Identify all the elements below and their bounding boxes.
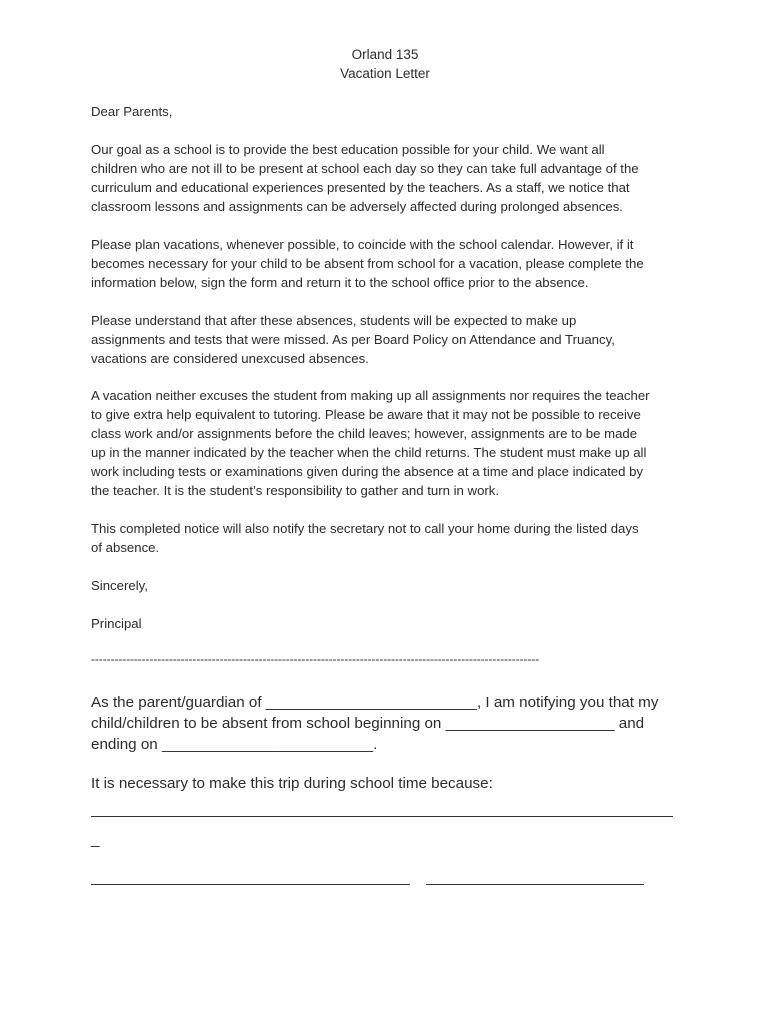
paragraph-line: becomes necessary for your child to be absent from school for a vacation, please complete the <box>91 256 644 272</box>
paragraph-line: up in the manner indicated by the teacher when the child returns. The student must make up all <box>91 445 647 461</box>
paragraph-line: A vacation neither excuses the student from making up all assignments nor requires the teacher <box>91 388 650 403</box>
paragraph-line: to give extra help equivalent to tutoring. Please be aware that it may not be possible to receive <box>91 407 641 423</box>
closing: Sincerely, <box>91 578 148 593</box>
paragraph-line: curriculum and educational experiences presented by the teachers. As a staff, we notice that <box>91 180 630 196</box>
paragraph-line: work including tests or examinations given during the absence at a time and place indicated by <box>91 464 644 480</box>
paragraph-unexcused <box>91 311 691 368</box>
date-line[interactable] <box>426 884 644 885</box>
paragraph-line: of absence. <box>91 540 160 556</box>
paragraph-line: information below, sign the form and return it to the school office prior to the absence. <box>91 275 589 291</box>
form-line-absence-end[interactable]: ending on _________________________. <box>91 736 378 753</box>
paragraph-plan-vacations <box>91 235 691 292</box>
paragraph-line: children who are not ill to be present at school each day so they can take full advantage of the <box>91 161 639 177</box>
paragraph-assignments <box>91 386 691 501</box>
cut-line-separator: ------------------------------------------------------------------------------------------------------------------- <box>91 652 540 666</box>
parent-signature-line[interactable] <box>91 884 410 885</box>
salutation: Dear Parents, <box>91 104 173 119</box>
form-line-absence-start[interactable]: child/children to be absent from school beginning on ____________________ and <box>91 715 645 732</box>
signature-principal: Principal <box>91 616 142 631</box>
paragraph-line: class work and/or assignments before the child leaves; however, assignments are to be made <box>91 426 638 442</box>
paragraph-line: This completed notice will also notify the secretary not to call your home during the listed days <box>91 521 639 536</box>
paragraph-goal <box>91 140 691 216</box>
reason-label: It is necessary to make this trip during school time because: <box>91 775 493 792</box>
paragraph-line: the teacher. It is the student’s responsibility to gather and turn in work. <box>91 483 500 499</box>
paragraph-line: Please plan vacations, whenever possible, to coincide with the school calendar. However, if it <box>91 237 634 252</box>
paragraph-line: vacations are considered unexcused absences. <box>91 351 369 367</box>
form-line-parent-guardian[interactable]: As the parent/guardian of _________________________, I am notifying you that my <box>91 694 659 711</box>
paragraph-line: assignments and tests that were missed. As per Board Policy on Attendance and Truancy, <box>91 332 615 348</box>
paragraph-line: Please understand that after these absences, students will be expected to make up <box>91 313 577 328</box>
reason-blank-line[interactable] <box>91 816 673 817</box>
reason-blank-continuation[interactable]: _ <box>91 831 100 848</box>
paragraph-notice <box>91 519 691 557</box>
letter-subtitle: Vacation Letter <box>340 66 430 81</box>
paragraph-line: Our goal as a school is to provide the best education possible for your child. We want all <box>91 142 605 157</box>
paragraph-line: classroom lessons and assignments can be adversely affected during prolonged absences. <box>91 199 623 215</box>
letter-title: Orland 135 <box>351 47 419 62</box>
